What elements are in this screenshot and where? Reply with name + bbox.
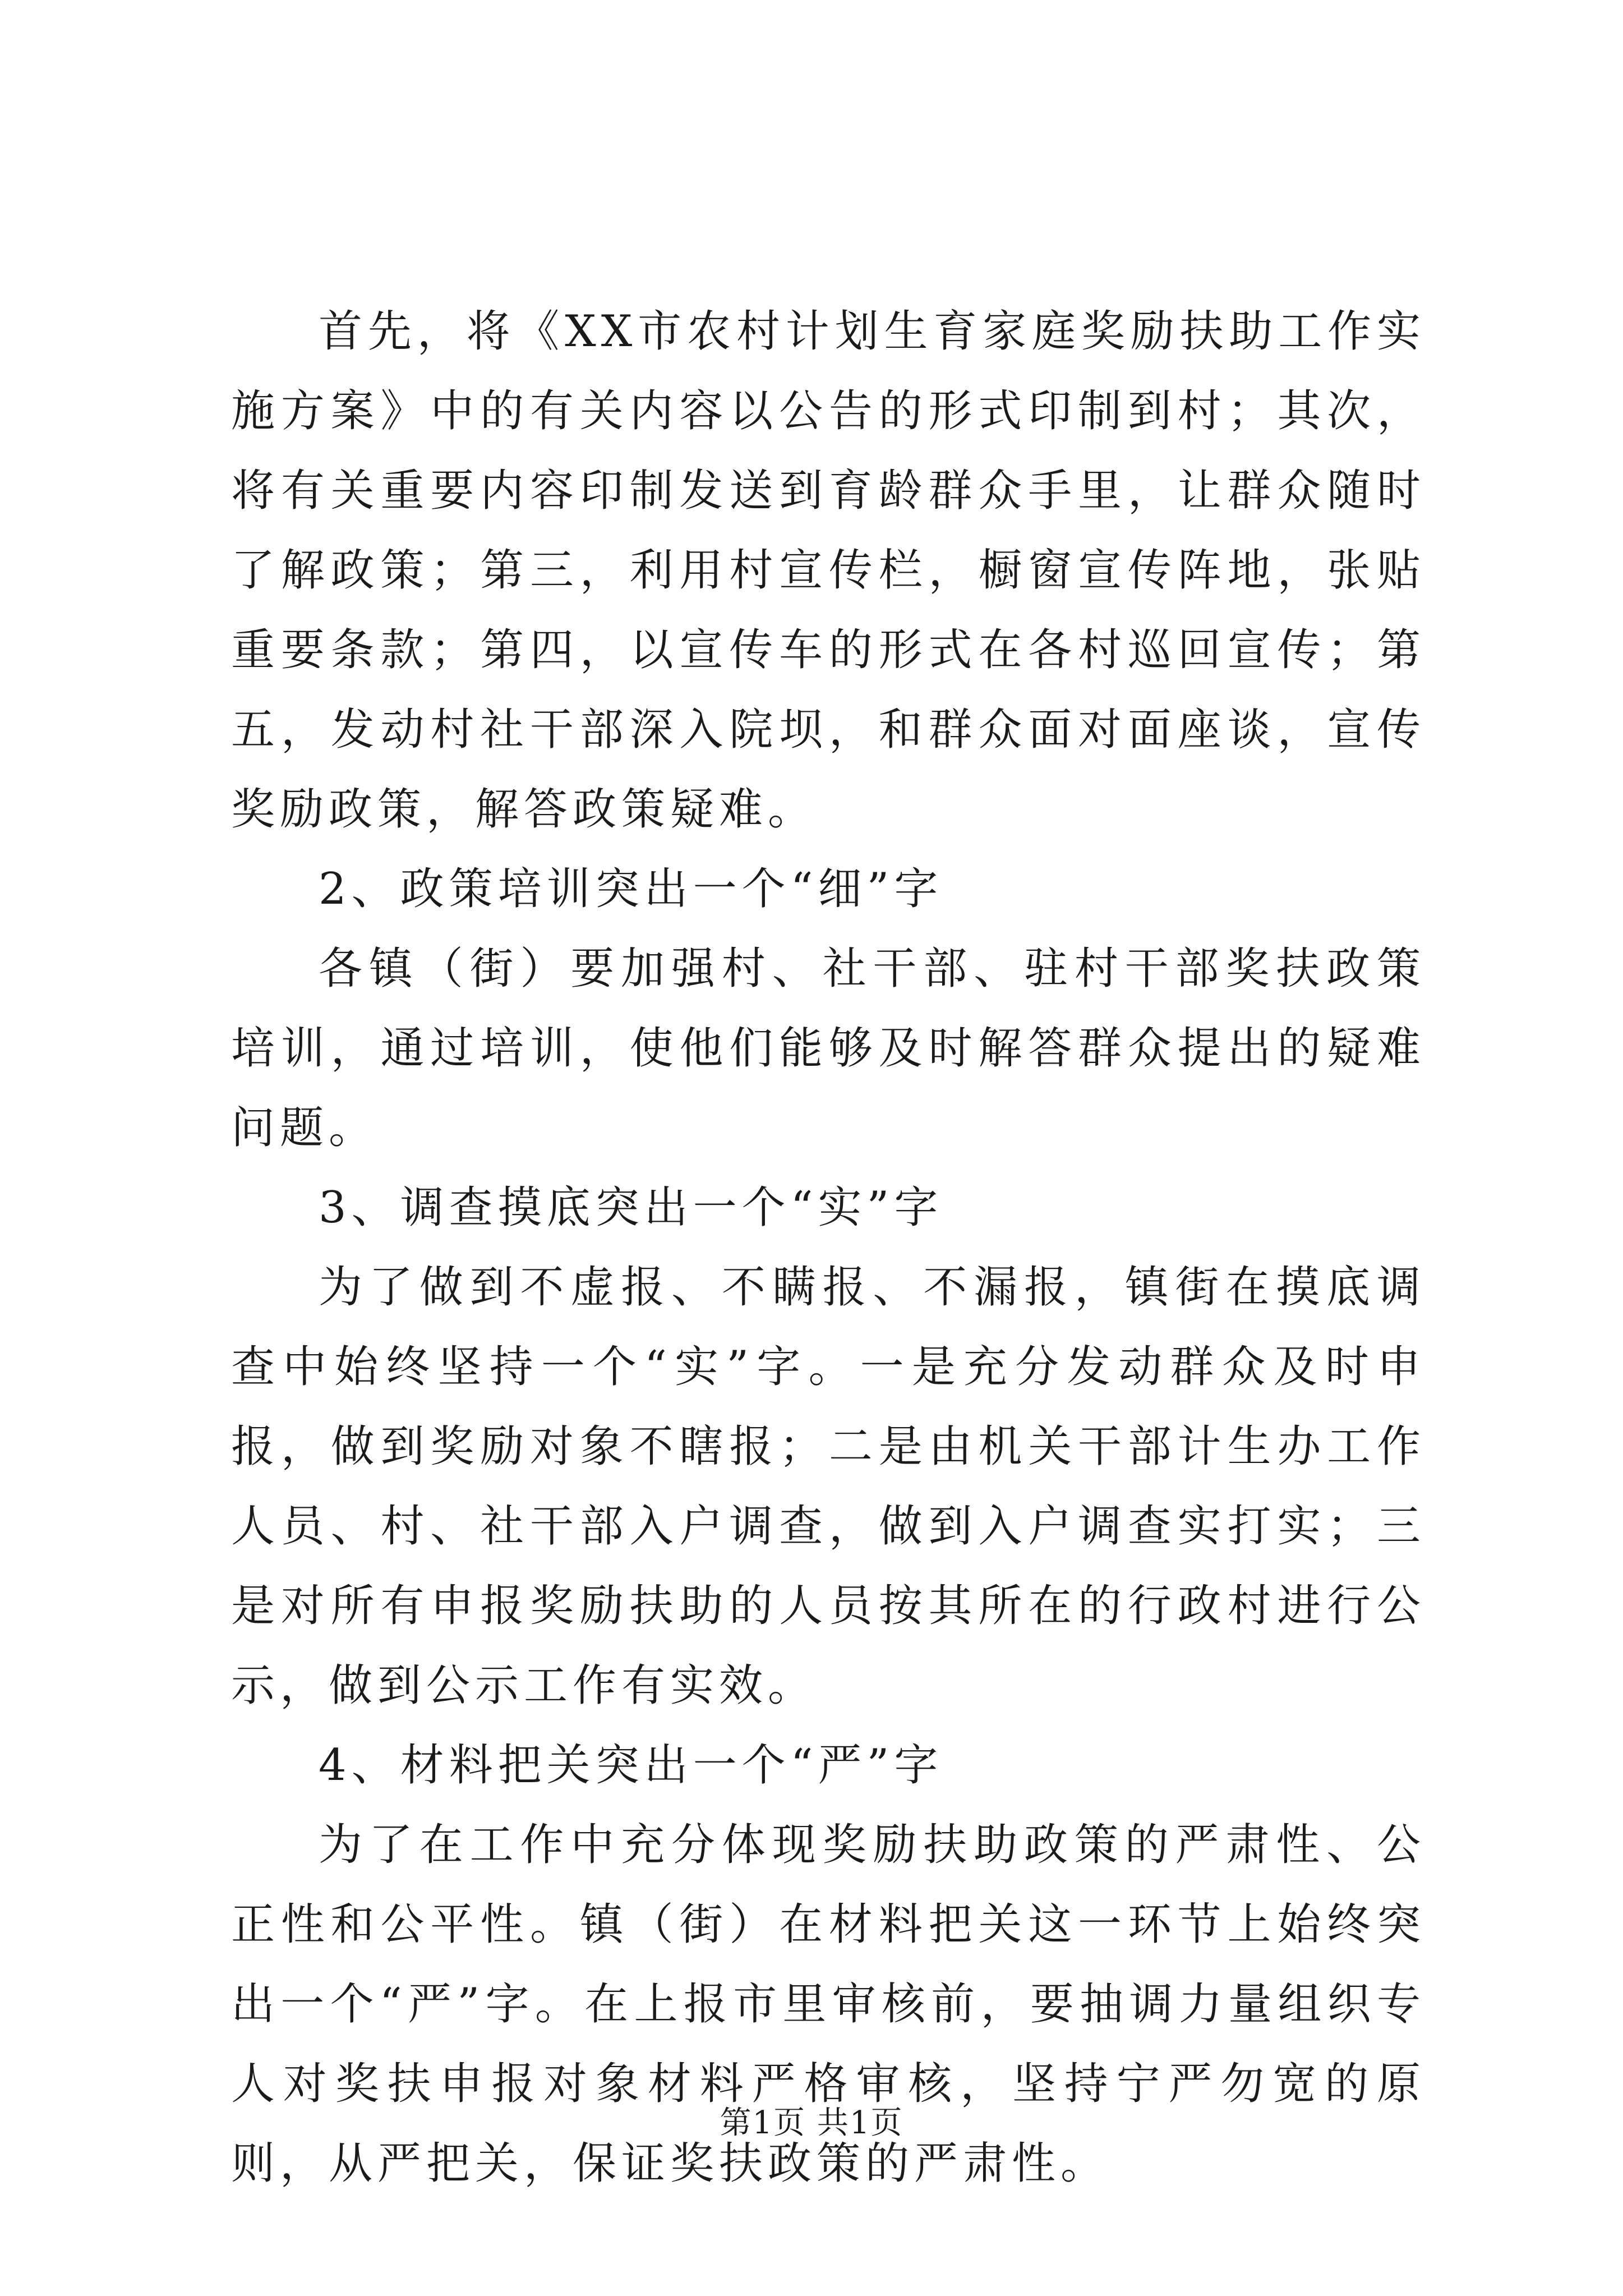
document-body [231,292,1426,2203]
heading-policy-training: 2、政策培训突出一个“细”字 [319,864,943,914]
paragraph-material-check: 为了在工作中充分体现奖励扶助政策的严肃性、公正性和公平性。镇（街）在材料把关这一环节上始终突出一个“严”字。在上报市里审核前，要抽调力量组织专人对奖扶申报对象材料严格审核，坚持宁严勿宽的原则，从严把关，保证奖扶政策的严肃性。 [231,1820,1426,2189]
paragraph-survey: 为了做到不虚报、不瞒报、不漏报，镇街在摸底调查中始终坚持一个“实”字。一是充分发动群众及时申报，做到奖励对象不瞎报；二是由机关干部计生办工作人员、村、社干部入户调查，做到入户调查实打实；三是对所有申报奖励扶助的人员按其所在的行政村进行公示，做到公示工作有实效。 [231,1262,1426,1711]
paragraph-policy-training: 各镇（街）要加强村、社干部、驻村干部奖扶政策培训，通过培训，使他们能够及时解答群众提出的疑难问题。 [231,944,1426,1153]
heading-material-check: 4、材料把关突出一个“严”字 [319,1740,943,1791]
heading-survey: 3、调查摸底突出一个“实”字 [319,1182,943,1233]
page-footer: 第1页 共1页 [720,2105,903,2141]
paragraph-publicity: 首先，将《XX市农村计划生育家庭奖励扶助工作实施方案》中的有关内容以公告的形式印制到村；其次，将有关重要内容印制发送到育龄群众手里，让群众随时了解政策；第三，利用村宣传栏，橱窗宣传阵地，张贴重要条款；第四，以宣传车的形式在各村巡回宣传；第五，发动村社干部深入院坝，和群众面对面座谈，宣传奖励政策，解答政策疑难。 [231,306,1426,835]
